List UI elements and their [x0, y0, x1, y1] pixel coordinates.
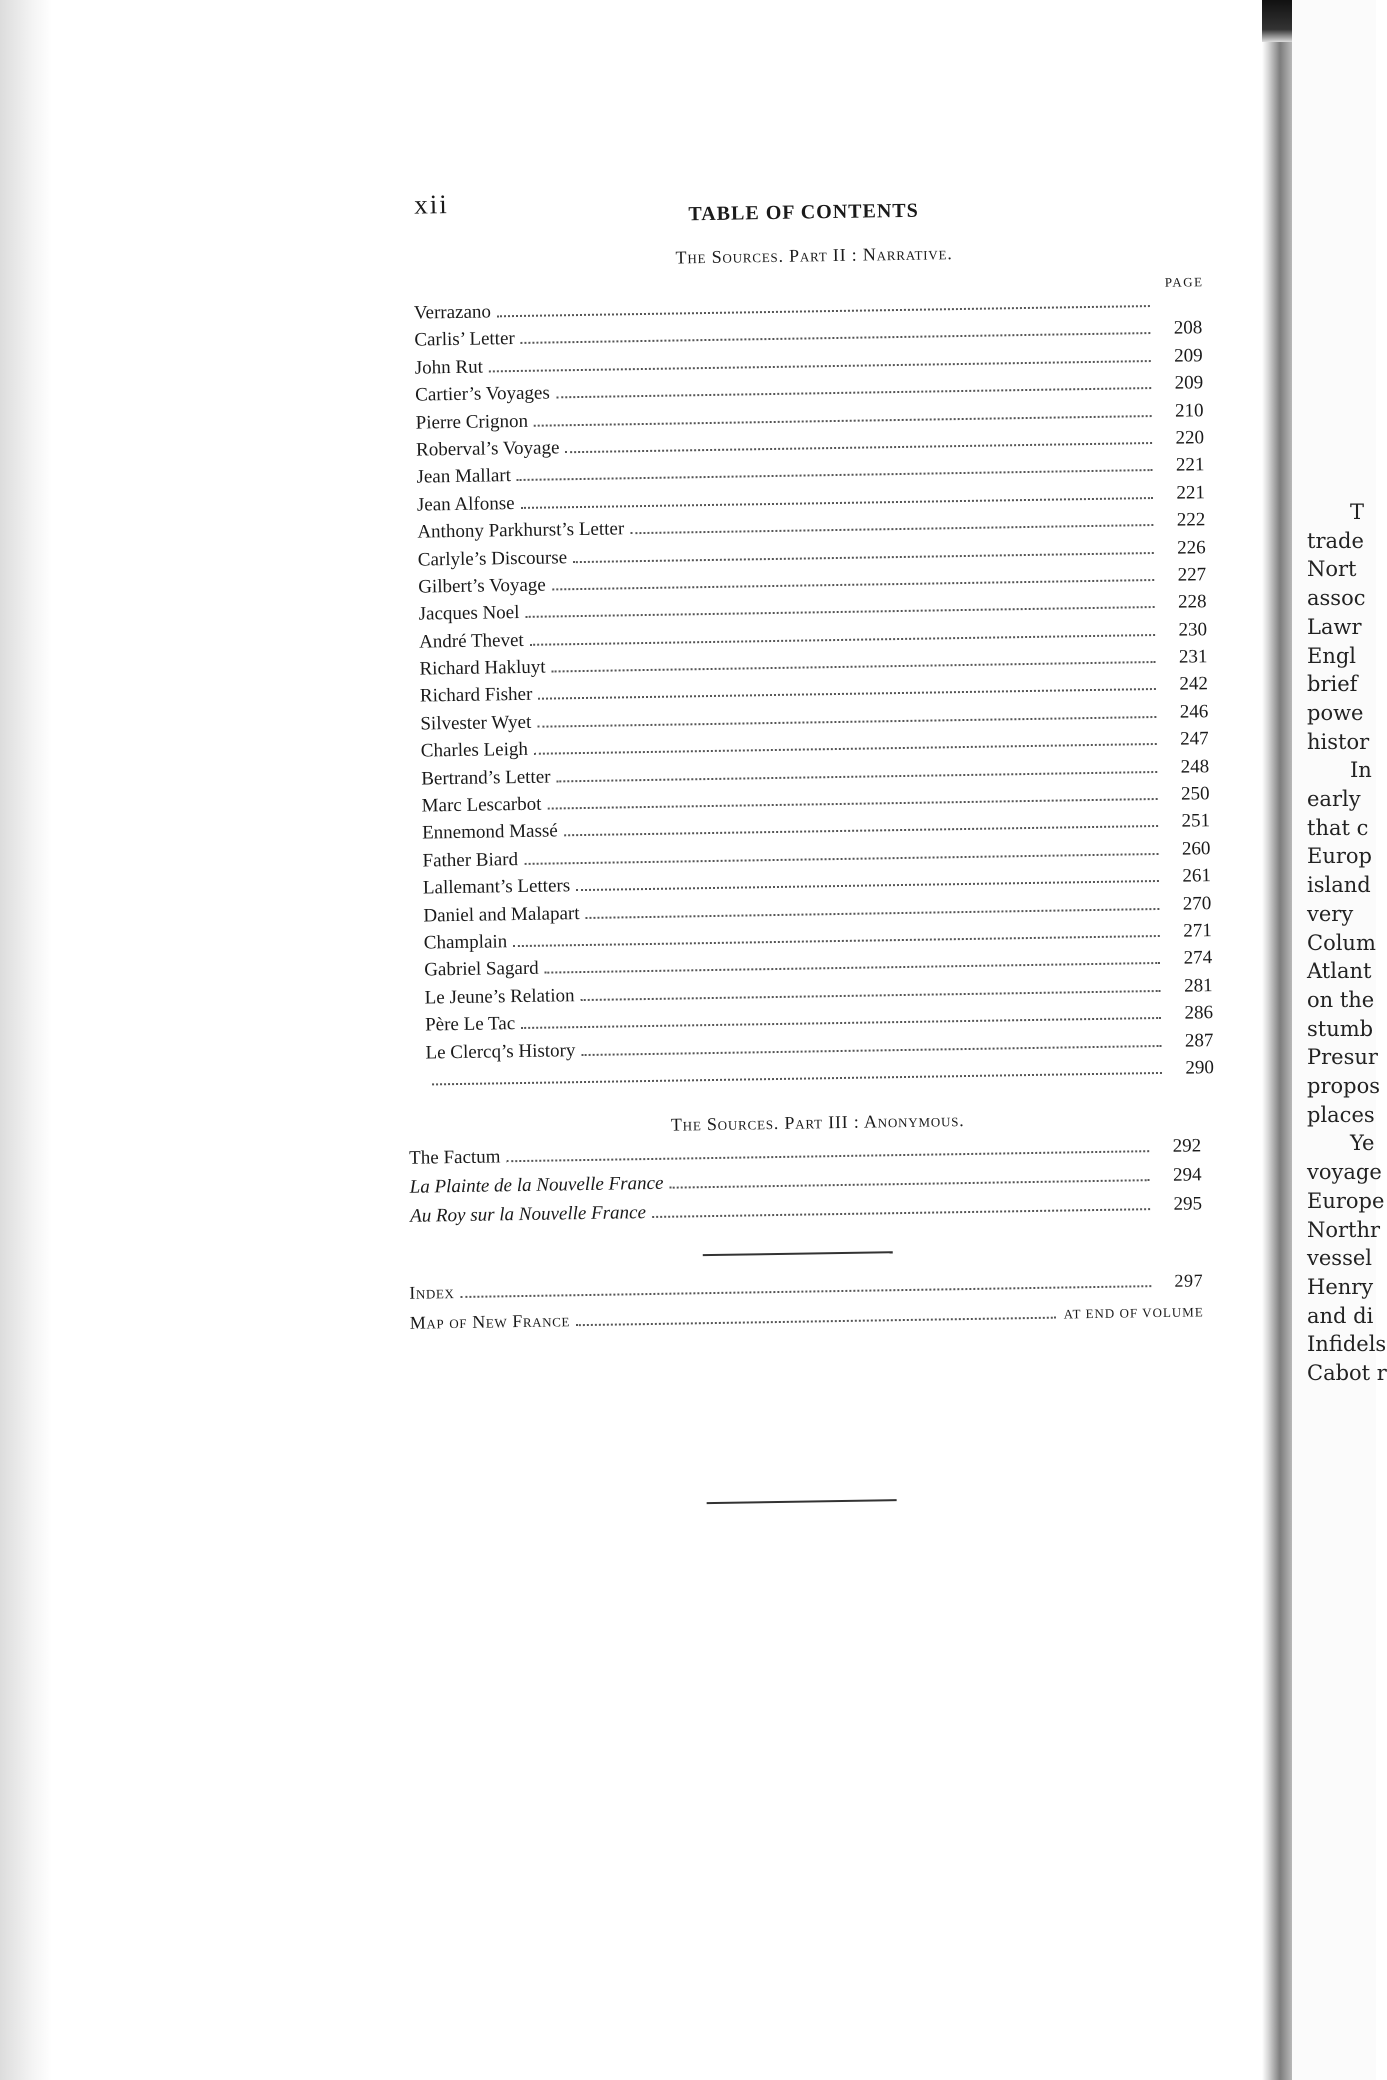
- toc-entry-page: 247: [1180, 728, 1209, 750]
- facing-page-line: Europ: [1307, 844, 1372, 869]
- toc-entry-title: Richard Fisher: [419, 684, 533, 708]
- dot-leader: [556, 387, 1151, 398]
- toc-entry-title: Gabriel Sagard: [424, 958, 539, 981]
- toc-entry-page: 209: [1174, 372, 1204, 394]
- toc-entry-page: 221: [1175, 454, 1205, 477]
- toc-entry-page: 287: [1184, 1029, 1214, 1052]
- toc-entry-title: The Factum: [409, 1146, 501, 1170]
- toc-entry-title: Jean Mallart: [416, 465, 512, 488]
- dot-leader: [581, 990, 1161, 1001]
- toc-entry-title: Carlyle’s Discourse: [417, 546, 568, 571]
- facing-page-line: on the: [1307, 987, 1375, 1012]
- dot-leader: [517, 469, 1153, 481]
- facing-page-line: propos: [1307, 1074, 1380, 1098]
- toc-entry-title: Roberval’s Voyage: [415, 437, 560, 461]
- toc-entry-title: Silvester Wyet: [420, 711, 532, 735]
- facing-page-fragment: [1292, 0, 1387, 2080]
- running-title: TABLE OF CONTENTS: [688, 199, 919, 226]
- dot-leader: [432, 1072, 1162, 1085]
- dot-leader: [534, 415, 1152, 427]
- toc-entry-page: 228: [1177, 591, 1207, 613]
- facing-page-line: vessel: [1307, 1246, 1372, 1271]
- toc-entry-title: Cartier’s Voyages: [415, 382, 550, 406]
- section-heading-part2: The Sources. Part II : Narrative.: [675, 243, 953, 268]
- facing-page-line: T: [1350, 500, 1365, 524]
- dot-leader: [489, 360, 1151, 372]
- toc-entry-page: 295: [1173, 1193, 1203, 1216]
- dot-leader: [524, 853, 1158, 865]
- dot-leader: [545, 962, 1160, 974]
- dot-leader: [460, 1285, 1151, 1298]
- facing-page-line: Presur: [1307, 1045, 1378, 1070]
- facing-page-line: In: [1350, 758, 1372, 783]
- dot-leader: [552, 661, 1156, 672]
- toc-entry-page: AT END OF VOLUME: [1063, 1304, 1204, 1322]
- toc-list-part2: [390, 290, 1222, 1097]
- toc-list-part3: [403, 1135, 1224, 1235]
- toc-entry-title: Au Roy sur la Nouvelle France: [409, 1202, 647, 1228]
- facing-page-line: Northr: [1307, 1217, 1381, 1242]
- facing-page-line: stumb: [1307, 1016, 1374, 1041]
- facing-page-line: Henry: [1307, 1274, 1374, 1299]
- toc-entry-title: Verrazano: [413, 301, 492, 324]
- facing-page-line: Ye: [1350, 1131, 1375, 1156]
- toc-entry-page: 208: [1173, 317, 1203, 340]
- toc-entry-title: La Plainte de la Nouvelle France: [409, 1173, 664, 1199]
- facing-page-line: Nort: [1307, 557, 1357, 582]
- toc-entry-page: 248: [1180, 755, 1210, 778]
- dot-leader: [513, 935, 1160, 947]
- toc-entry-title: Father Biard: [422, 848, 519, 872]
- toc-entry-page: 222: [1176, 509, 1206, 531]
- toc-entry-page: 210: [1174, 399, 1204, 422]
- facing-page-line: Lawr: [1307, 614, 1362, 639]
- facing-page-line: early: [1307, 787, 1361, 811]
- dot-leader: [507, 1150, 1150, 1162]
- facing-page-line: that c: [1307, 815, 1369, 840]
- page-header: [388, 177, 1209, 250]
- dot-leader: [670, 1179, 1150, 1189]
- toc-entry-page: 292: [1172, 1135, 1202, 1158]
- facing-page-line: and di: [1307, 1303, 1374, 1328]
- facing-page-line: voyage: [1307, 1160, 1382, 1185]
- toc-entry-page: 260: [1181, 837, 1211, 860]
- toc-entry-page: 209: [1174, 345, 1203, 367]
- toc-entry-page: 251: [1181, 810, 1211, 833]
- dot-leader: [538, 688, 1156, 700]
- facing-page-line: island: [1307, 873, 1371, 898]
- dot-leader: [557, 771, 1158, 782]
- facing-page-line: histor: [1307, 729, 1370, 754]
- toc-entry-title: Gilbert’s Voyage: [418, 574, 546, 598]
- toc-entry-page: 270: [1182, 892, 1212, 915]
- toc-entry-title: Pierre Crignon: [415, 410, 529, 434]
- dot-leader: [573, 552, 1154, 563]
- dot-leader: [521, 497, 1153, 509]
- dot-leader: [564, 825, 1158, 836]
- dot-leader: [576, 1317, 1056, 1327]
- toc-list-back-matter: [405, 1270, 1226, 1343]
- facing-page-line: Cabot r: [1307, 1361, 1387, 1385]
- toc-entry-page: 281: [1183, 974, 1213, 997]
- toc-entry-title: Anthony Parkhurst’s Letter: [417, 518, 625, 543]
- toc-entry-page: 286: [1184, 1002, 1214, 1024]
- facing-page-line: Atlant: [1307, 959, 1372, 984]
- book-gutter-shadow: [1262, 0, 1292, 2080]
- toc-entry-page: 246: [1179, 701, 1209, 723]
- toc-entry-title: Index: [409, 1282, 455, 1304]
- dot-leader: [534, 743, 1157, 755]
- dot-leader: [525, 606, 1154, 618]
- section-heading-part3: The Sources. Part III : Anonymous.: [670, 1110, 965, 1135]
- toc-entry-title: Daniel and Malapart: [423, 902, 580, 927]
- dot-leader: [497, 305, 1150, 317]
- toc-entry-page: 250: [1180, 783, 1210, 805]
- dot-leader: [565, 442, 1152, 453]
- toc-entry-page: [1158, 306, 1202, 307]
- section-divider: [703, 1252, 893, 1257]
- toc-entry-title: André Thevet: [418, 629, 524, 653]
- dot-leader: [530, 634, 1155, 646]
- toc-entry-title: Charles Leigh: [420, 739, 529, 762]
- dot-leader: [576, 880, 1159, 891]
- toc-entry-title: Ennemond Massé: [421, 820, 558, 844]
- toc-entry-title: Le Clercq’s History: [425, 1039, 576, 1064]
- toc-entry-title: Père Le Tac: [424, 1013, 516, 1036]
- toc-entry-page: 297: [1174, 1270, 1204, 1292]
- page-left-edge-shadow: [0, 0, 52, 2080]
- dot-leader: [521, 332, 1151, 344]
- dot-leader: [630, 524, 1153, 534]
- toc-entry-page: 290: [1185, 1057, 1215, 1079]
- dot-leader: [552, 579, 1154, 590]
- toc-entry-page: 230: [1178, 618, 1208, 641]
- toc-entry-page: 261: [1182, 865, 1212, 887]
- toc-entry-page: 294: [1172, 1164, 1202, 1187]
- toc-entry-title: Lallemant’s Letters: [422, 875, 571, 899]
- toc-entry-page: 226: [1177, 536, 1206, 559]
- page-folio: xii: [413, 189, 449, 220]
- toc-entry-page: 231: [1178, 646, 1208, 668]
- left-page: [388, 177, 1229, 1509]
- dot-leader: [521, 1017, 1161, 1029]
- toc-entry-title: Map of New France: [409, 1310, 571, 1334]
- dot-leader: [537, 716, 1156, 728]
- dot-leader: [581, 1045, 1161, 1056]
- dot-leader: [652, 1208, 1150, 1218]
- facing-page-line: Infidels: [1307, 1332, 1387, 1357]
- dot-leader: [547, 798, 1157, 810]
- facing-page-line: assoc: [1307, 586, 1366, 611]
- toc-entry-title: Carlis’ Letter: [414, 328, 515, 351]
- toc-entry-title: Jean Alfonse: [416, 492, 515, 516]
- end-divider: [707, 1500, 897, 1505]
- facing-page-line: Colum: [1307, 930, 1376, 955]
- toc-entry-title: Bertrand’s Letter: [421, 766, 551, 790]
- facing-page-line: powe: [1307, 700, 1364, 725]
- dot-leader: [586, 908, 1160, 919]
- facing-page-line: very: [1307, 901, 1354, 926]
- toc-entry-title: Le Jeune’s Relation: [424, 984, 575, 1009]
- facing-page-line: places: [1307, 1102, 1375, 1127]
- facing-page-line: Europe: [1307, 1188, 1385, 1213]
- toc-entry-page: 274: [1183, 947, 1213, 969]
- toc-entry-title: Champlain: [423, 931, 508, 954]
- toc-entry-title: Marc Lescarbot: [421, 793, 542, 817]
- toc-entry-page: 221: [1176, 481, 1206, 504]
- facing-page-line: Engl: [1307, 643, 1357, 668]
- toc-entry-page: 271: [1183, 920, 1212, 942]
- toc-entry-page: 220: [1175, 427, 1205, 449]
- facing-page-line: trade: [1307, 528, 1364, 553]
- toc-entry-page: 227: [1177, 564, 1207, 586]
- toc-entry-title: Richard Hakluyt: [419, 656, 546, 680]
- toc-entry-page: 242: [1179, 673, 1209, 696]
- toc-entry-title: Jacques Noel: [418, 602, 520, 625]
- page-column-label: PAGE: [1164, 274, 1204, 290]
- facing-page-line: brief: [1307, 672, 1358, 697]
- toc-entry-title: John Rut: [414, 356, 484, 379]
